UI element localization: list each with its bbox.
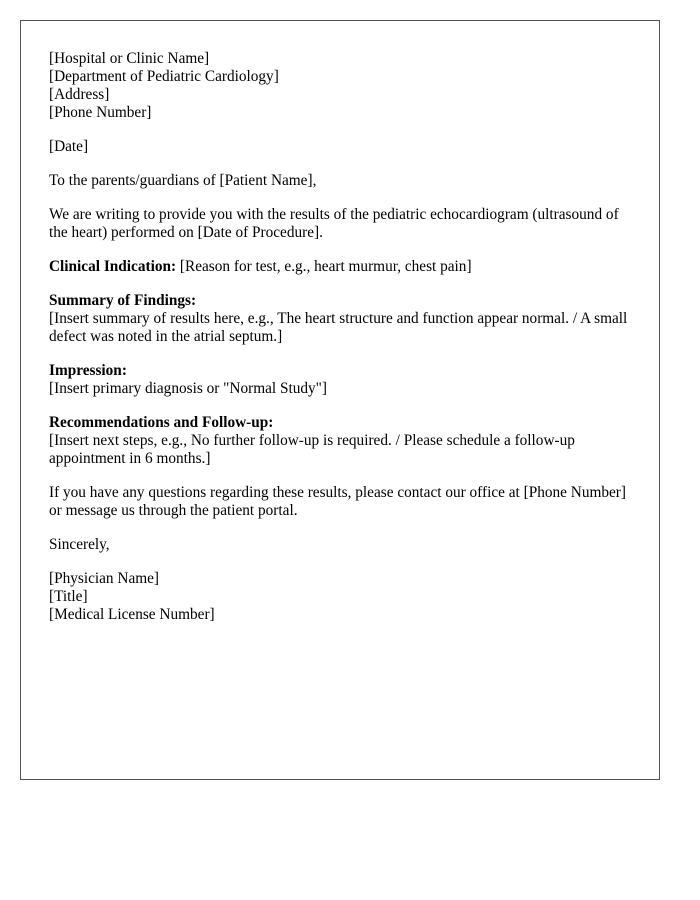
closing — [49, 536, 631, 554]
physician-name: [Physician Name] — [49, 570, 160, 587]
recommendations-label: Recommendations and Follow-up: — [49, 414, 274, 431]
impression-text: [Insert primary diagnosis or "Normal Study"] — [49, 380, 328, 397]
physician-title: [Title] — [49, 588, 88, 605]
clinical-indication-section — [49, 258, 631, 276]
summary-text: [Insert summary of results here, e.g., The heart structure and function appear normal. / A small defect was noted in the atrial septum.] — [49, 310, 628, 345]
impression-label: Impression: — [49, 362, 127, 379]
summary-section — [49, 292, 631, 346]
letter-page — [20, 20, 660, 780]
contact-paragraph — [49, 484, 631, 520]
intro-text: We are writing to provide you with the results of the pediatric echocardiogram (ultrasound of the heart) performed on [Date of Procedure]. — [49, 206, 619, 241]
closing-text: Sincerely, — [49, 536, 110, 553]
signature-block — [49, 570, 631, 624]
letter-date — [49, 138, 631, 156]
salutation-text: To the parents/guardians of [Patient Name], — [49, 172, 317, 189]
medical-license-number: [Medical License Number] — [49, 606, 215, 623]
date-text: [Date] — [49, 138, 89, 155]
address: [Address] — [49, 86, 110, 103]
recommendations-text: [Insert next steps, e.g., No further follow-up is required. / Please schedule a follow-up appointment in 6 months.] — [49, 432, 575, 467]
phone-number: [Phone Number] — [49, 104, 152, 121]
recommendations-section — [49, 414, 631, 468]
hospital-name: [Hospital or Clinic Name] — [49, 50, 210, 67]
department-name: [Department of Pediatric Cardiology] — [49, 68, 279, 85]
clinical-indication-text: [Reason for test, e.g., heart murmur, chest pain] — [179, 258, 472, 275]
contact-text: If you have any questions regarding these results, please contact our office at [Phone Number] or message us through the patient portal. — [49, 484, 626, 519]
summary-label: Summary of Findings: — [49, 292, 197, 309]
salutation — [49, 172, 631, 190]
impression-section — [49, 362, 631, 398]
clinical-indication-label: Clinical Indication: — [49, 258, 177, 275]
intro-paragraph — [49, 206, 631, 242]
letterhead — [49, 50, 631, 122]
